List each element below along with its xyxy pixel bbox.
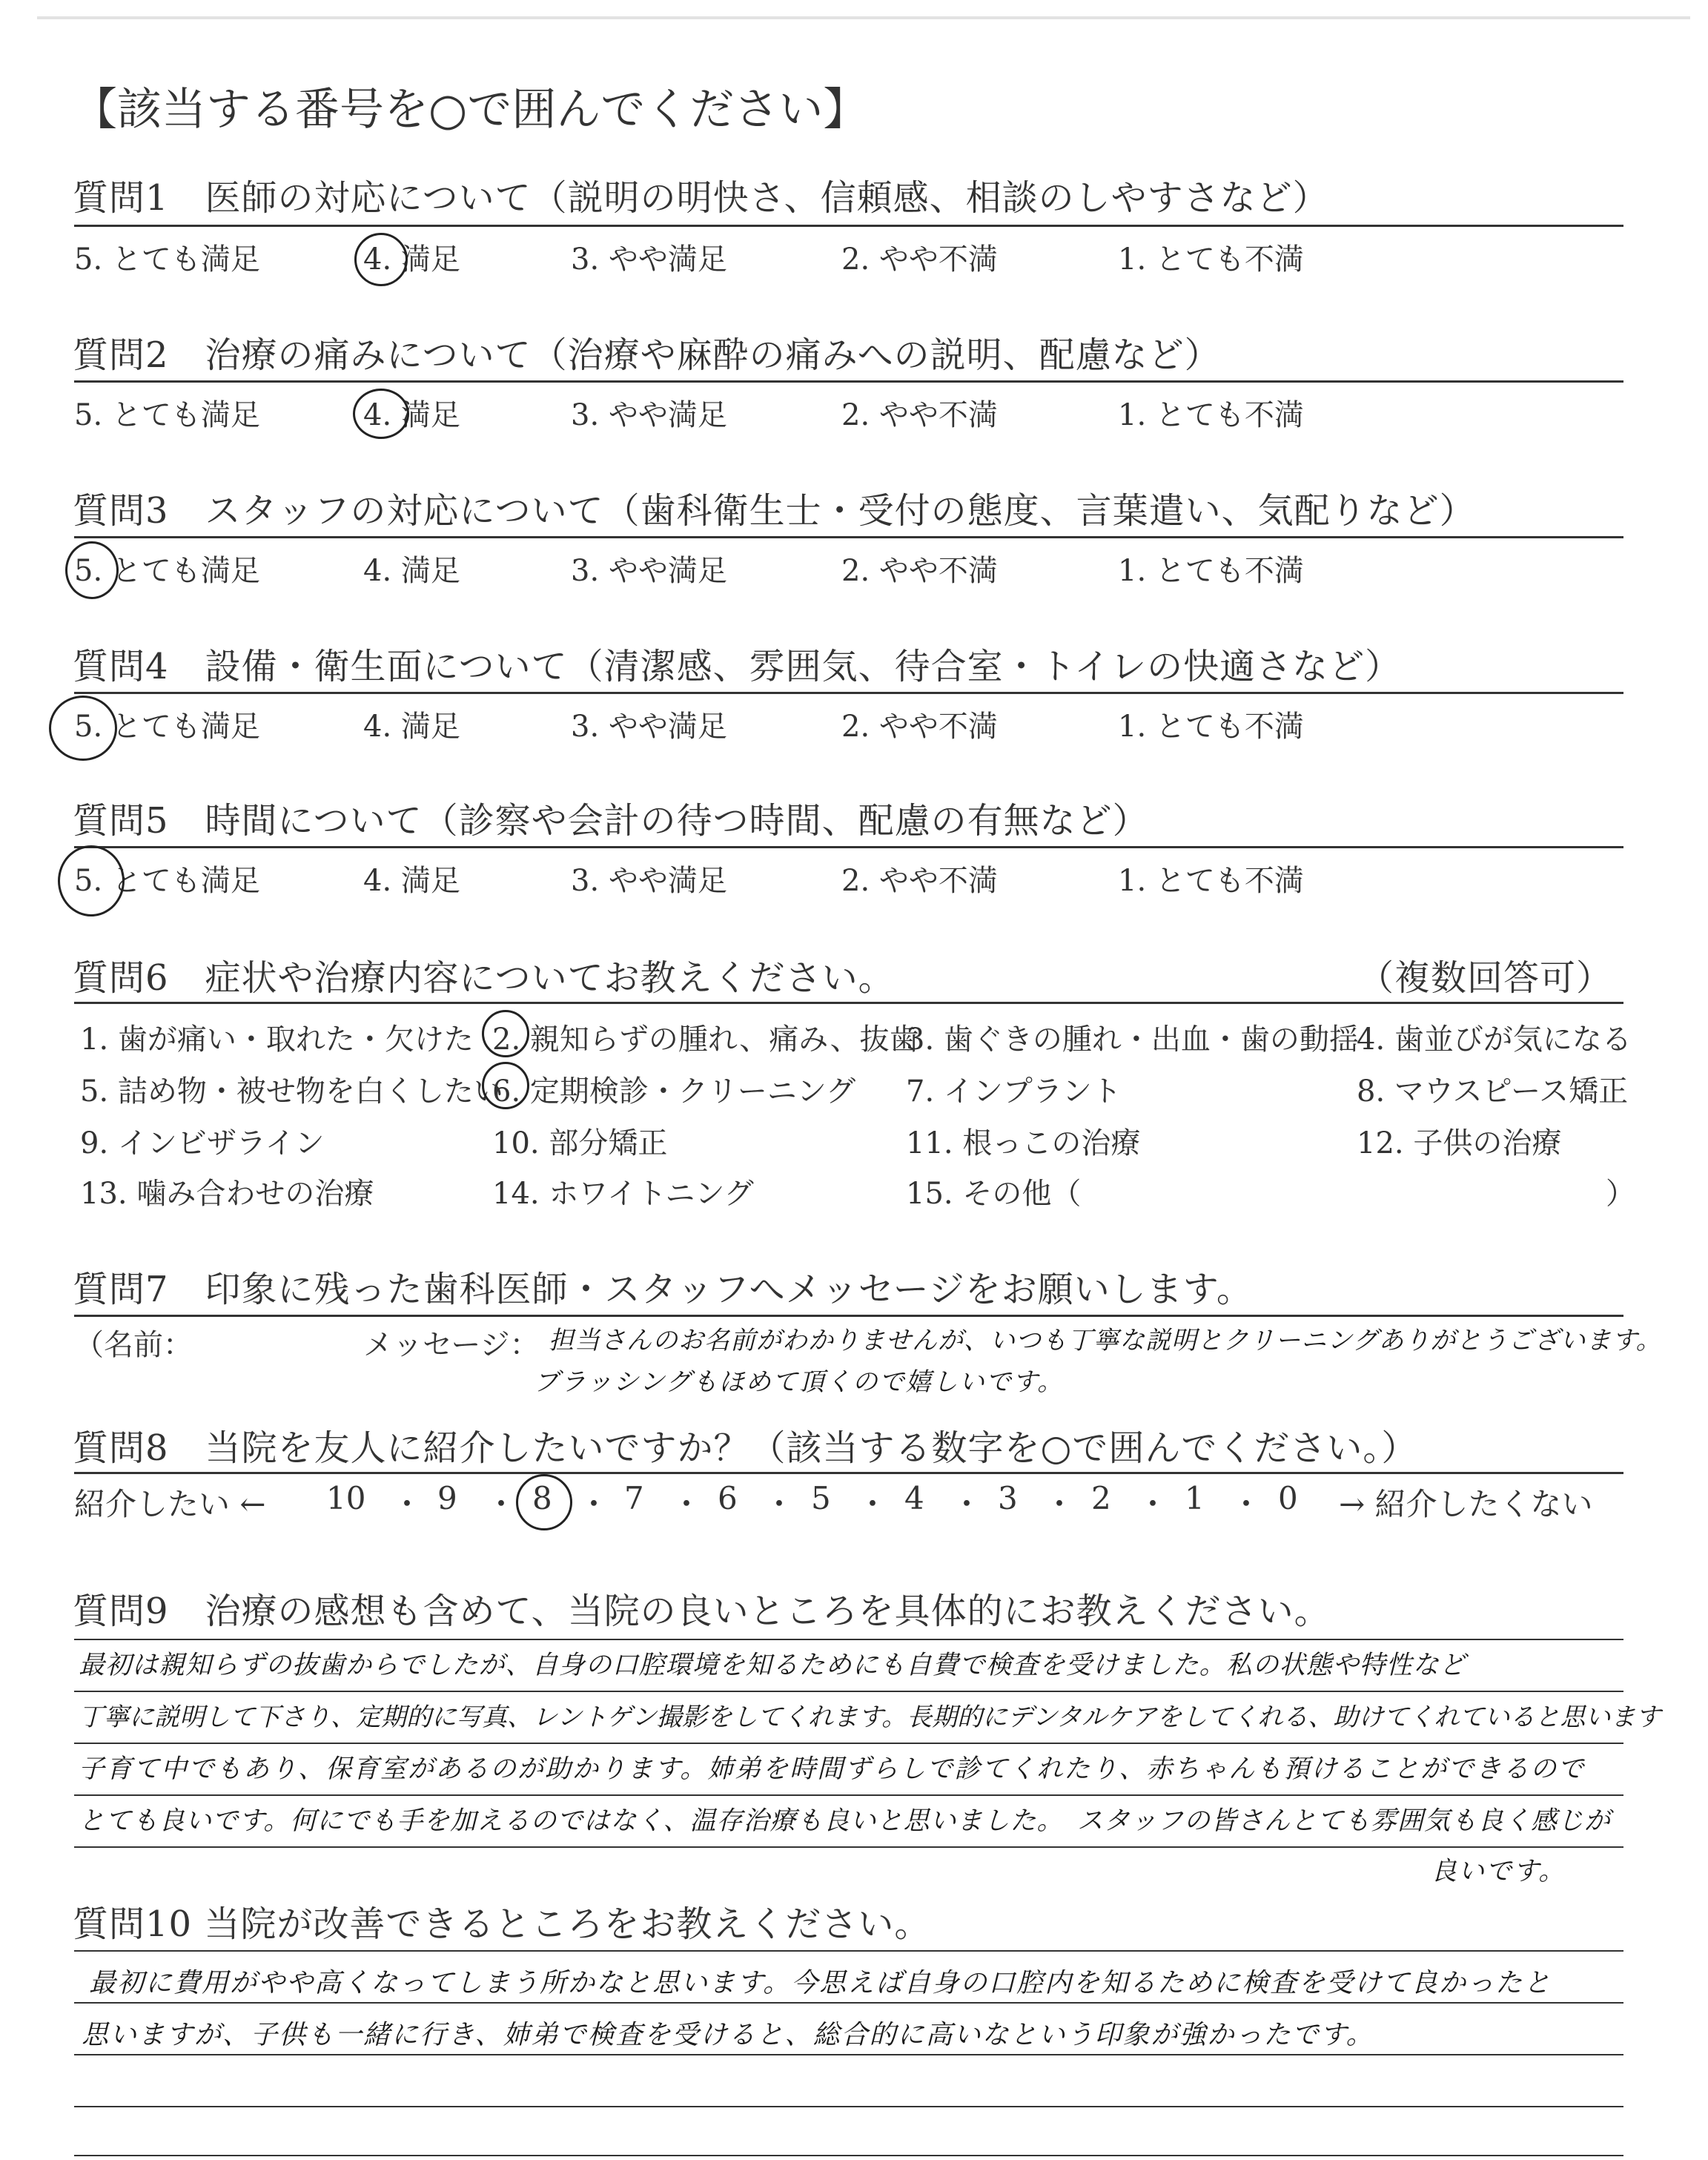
q8-dot: ・ bbox=[1231, 1486, 1262, 1522]
q9-writing-line bbox=[74, 1794, 1623, 1796]
q5-option-5[interactable]: 5. とても満足 bbox=[74, 864, 260, 898]
top-edge-rule bbox=[37, 16, 1690, 19]
q9-writing-line bbox=[74, 1846, 1623, 1848]
q9-title: 質問9 治療の感想も含めて、当院の良いところを具体的にお教えください。 bbox=[73, 1591, 1331, 1632]
q10-writing-line bbox=[74, 2155, 1623, 2156]
q8-scale-10[interactable]: 10 bbox=[326, 1480, 366, 1516]
q10-writing-line bbox=[74, 2002, 1623, 2004]
q9-writing-line bbox=[74, 1639, 1623, 1640]
q10-answer-line-1: 最初に費用がやや高くなってしまう所かなと思います。今思えば自身の口腔内を知るために検査を受けて良かったと bbox=[89, 1968, 1552, 1998]
q6-item-1[interactable]: 1. 歯が痛い・取れた・欠けた bbox=[80, 1023, 474, 1057]
q9-answer-line-5: 良いです。 bbox=[1431, 1857, 1566, 1886]
q6-item-7[interactable]: 7. インプラント bbox=[906, 1074, 1122, 1109]
q8-scale-8[interactable]: 8 bbox=[532, 1480, 552, 1516]
q1-option-2[interactable]: 2. やや不満 bbox=[841, 242, 998, 277]
q4-option-4[interactable]: 4. 満足 bbox=[363, 710, 460, 744]
q8-scale-5[interactable]: 5 bbox=[811, 1480, 831, 1516]
q8-scale-4[interactable]: 4 bbox=[904, 1480, 924, 1516]
q10-title: 質問10 当院が改善できるところをお教えください。 bbox=[73, 1903, 931, 1945]
q6-multiple-note: （複数回答可） bbox=[1358, 957, 1613, 999]
q2-title: 質問2 治療の痛みについて（治療や麻酔の痛みへの説明、配慮など） bbox=[73, 334, 1221, 376]
q8-dot: ・ bbox=[671, 1486, 703, 1522]
q6-item-9[interactable]: 9. インビザライン bbox=[80, 1126, 325, 1160]
q8-dot: ・ bbox=[951, 1486, 983, 1522]
q2-rule bbox=[74, 380, 1623, 383]
q1-option-4[interactable]: 4. 満足 bbox=[363, 242, 460, 277]
q6-title: 質問6 症状や治療内容についてお教えください。 bbox=[73, 957, 895, 999]
q3-option-5[interactable]: 5. とても満足 bbox=[74, 554, 260, 588]
q7-message-line-2: ブラッシングもほめて頂くので嬉しいです。 bbox=[534, 1367, 1065, 1397]
q5-rule bbox=[74, 846, 1623, 848]
q8-dot: ・ bbox=[391, 1486, 423, 1522]
q10-answer-line-2: 思いますが、子供も一緒に行き、姉弟で検査を受けると、総合的に高いなという印象が強かったです。 bbox=[82, 2020, 1374, 2050]
q6-rule bbox=[74, 1002, 1623, 1004]
q6-item-4[interactable]: 4. 歯並びが気になる bbox=[1357, 1023, 1632, 1057]
q1-selected-circle bbox=[354, 233, 408, 286]
q8-dot: ・ bbox=[764, 1486, 795, 1522]
q6-item-11[interactable]: 11. 根っこの治療 bbox=[906, 1126, 1141, 1160]
q9-writing-line bbox=[74, 1691, 1623, 1692]
q10-writing-line bbox=[74, 2054, 1623, 2055]
q4-title: 質問4 設備・衛生面について（清潔感、雰囲気、待合室・トイレの快適さなど） bbox=[73, 646, 1402, 687]
q3-rule bbox=[74, 536, 1623, 538]
q5-title: 質問5 時間について（診察や会計の待つ時間、配慮の有無など） bbox=[73, 800, 1149, 842]
q7-rule bbox=[74, 1315, 1623, 1317]
q6-item-12[interactable]: 12. 子供の治療 bbox=[1357, 1126, 1562, 1160]
q6-item-2[interactable]: 2. 親知らずの腫れ、痛み、抜歯 bbox=[492, 1023, 919, 1057]
q4-option-1[interactable]: 1. とても不満 bbox=[1118, 710, 1304, 744]
q6-item-3[interactable]: 3. 歯ぐきの腫れ・出血・歯の動揺 bbox=[906, 1023, 1359, 1057]
q6-item-6[interactable]: 6. 定期検診・クリーニング bbox=[492, 1074, 856, 1109]
q7-message-line-1: 担当さんのお名前がわかりませんが、いつも丁寧な説明とクリーニングありがとうございます。 bbox=[549, 1326, 1662, 1355]
q3-option-1[interactable]: 1. とても不満 bbox=[1118, 554, 1304, 588]
q8-left-label: 紹介したい ← bbox=[74, 1486, 266, 1522]
q4-option-2[interactable]: 2. やや不満 bbox=[841, 710, 998, 744]
q8-dot: ・ bbox=[857, 1486, 889, 1522]
q8-dot: ・ bbox=[578, 1486, 610, 1522]
q6-selected-circle-6 bbox=[482, 1062, 529, 1109]
q7-title: 質問7 印象に残った歯科医師・スタッフへメッセージをお願いします。 bbox=[73, 1269, 1253, 1310]
q6-item-13[interactable]: 13. 噛み合わせの治療 bbox=[80, 1177, 374, 1211]
q9-answer-line-4: とても良いです。何にでも手を加えるのではなく、温存治療も良いと思いました。 スタッフの皆さんとても雰囲気も良く感じが bbox=[79, 1806, 1612, 1836]
q5-selected-circle bbox=[58, 845, 125, 916]
q8-dot: ・ bbox=[486, 1486, 517, 1522]
q2-selected-circle bbox=[353, 389, 409, 439]
q6-item-8[interactable]: 8. マウスピース矯正 bbox=[1357, 1074, 1629, 1109]
q7-message-label: メッセージ： bbox=[363, 1328, 540, 1362]
q6-item-15[interactable]: 15. その他（ bbox=[906, 1177, 1082, 1211]
q1-title: 質問1 医師の対応について（説明の明快さ、信頼感、相談のしやすさなど） bbox=[73, 177, 1329, 219]
q2-option-3[interactable]: 3. やや満足 bbox=[571, 398, 727, 432]
q8-scale-9[interactable]: 9 bbox=[437, 1480, 457, 1516]
q3-option-3[interactable]: 3. やや満足 bbox=[571, 554, 727, 588]
q8-scale-0[interactable]: 0 bbox=[1278, 1480, 1298, 1516]
q8-scale-7[interactable]: 7 bbox=[624, 1480, 644, 1516]
q7-name-label: （名前： bbox=[74, 1328, 193, 1362]
q10-writing-line bbox=[74, 2106, 1623, 2107]
q2-option-2[interactable]: 2. やや不満 bbox=[841, 398, 998, 432]
instruction-heading: 【該当する番号を○で囲んでください】 bbox=[73, 84, 868, 136]
q8-dot: ・ bbox=[1044, 1486, 1076, 1522]
q2-option-5[interactable]: 5. とても満足 bbox=[74, 398, 260, 432]
q9-writing-line bbox=[74, 1743, 1623, 1744]
q8-title: 質問8 当院を友人に紹介したいですか？（該当する数字を○で囲んでください。） bbox=[73, 1427, 1418, 1469]
q4-option-5[interactable]: 5. とても満足 bbox=[74, 710, 260, 744]
q8-dot: ・ bbox=[1137, 1486, 1169, 1522]
q5-option-1[interactable]: 1. とても不満 bbox=[1118, 864, 1304, 898]
q9-answer-line-3: 子育て中でもあり、保育室があるのが助かります。姉弟を時間ずらしで診てくれたり、赤ちゃんも預けることができるので bbox=[79, 1754, 1586, 1784]
q9-answer-line-2: 丁寧に説明して下さり、定期的に写真、レントゲン撮影をしてくれます。長期的にデンタルケアをしてくれる、助けてくれていると思います bbox=[79, 1702, 1661, 1732]
q6-item-5[interactable]: 5. 詰め物・被せ物を白くしたい bbox=[80, 1074, 503, 1109]
q5-option-3[interactable]: 3. やや満足 bbox=[571, 864, 727, 898]
q2-option-4[interactable]: 4. 満足 bbox=[363, 398, 460, 432]
q8-scale-1[interactable]: 1 bbox=[1185, 1480, 1205, 1516]
q8-scale-2[interactable]: 2 bbox=[1091, 1480, 1111, 1516]
q2-option-1[interactable]: 1. とても不満 bbox=[1118, 398, 1304, 432]
q1-option-1[interactable]: 1. とても不満 bbox=[1118, 242, 1304, 277]
q4-selected-circle bbox=[49, 696, 117, 761]
q3-selected-circle bbox=[65, 541, 119, 599]
q5-option-2[interactable]: 2. やや不満 bbox=[841, 864, 998, 898]
q4-rule bbox=[74, 692, 1623, 694]
q8-selected-circle bbox=[516, 1474, 572, 1530]
q3-title: 質問3 スタッフの対応について（歯科衛生士・受付の態度、言葉遣い、気配りなど） bbox=[73, 490, 1476, 532]
q9-answer-line-1: 最初は親知らずの抜歯からでしたが、自身の口腔環境を知るためにも自費で検査を受けました。私の状態や特性など bbox=[79, 1651, 1466, 1680]
q6-item-15-close: ） bbox=[1606, 1177, 1635, 1211]
q1-option-3[interactable]: 3. やや満足 bbox=[571, 242, 727, 277]
q1-rule bbox=[74, 225, 1623, 227]
q3-option-2[interactable]: 2. やや不満 bbox=[841, 554, 998, 588]
q6-selected-circle-2 bbox=[482, 1010, 529, 1057]
q3-option-4[interactable]: 4. 満足 bbox=[363, 554, 460, 588]
q8-right-label: → 紹介したくない bbox=[1339, 1486, 1593, 1522]
q8-rule bbox=[74, 1472, 1623, 1474]
q6-item-10[interactable]: 10. 部分矯正 bbox=[492, 1126, 668, 1160]
q6-item-14[interactable]: 14. ホワイトニング bbox=[492, 1177, 754, 1211]
q4-option-3[interactable]: 3. やや満足 bbox=[571, 710, 727, 744]
q10-writing-line bbox=[74, 1950, 1623, 1952]
q8-scale-6[interactable]: 6 bbox=[718, 1480, 738, 1516]
q5-option-4[interactable]: 4. 満足 bbox=[363, 864, 460, 898]
q1-option-5[interactable]: 5. とても満足 bbox=[74, 242, 260, 277]
q8-scale-3[interactable]: 3 bbox=[998, 1480, 1018, 1516]
